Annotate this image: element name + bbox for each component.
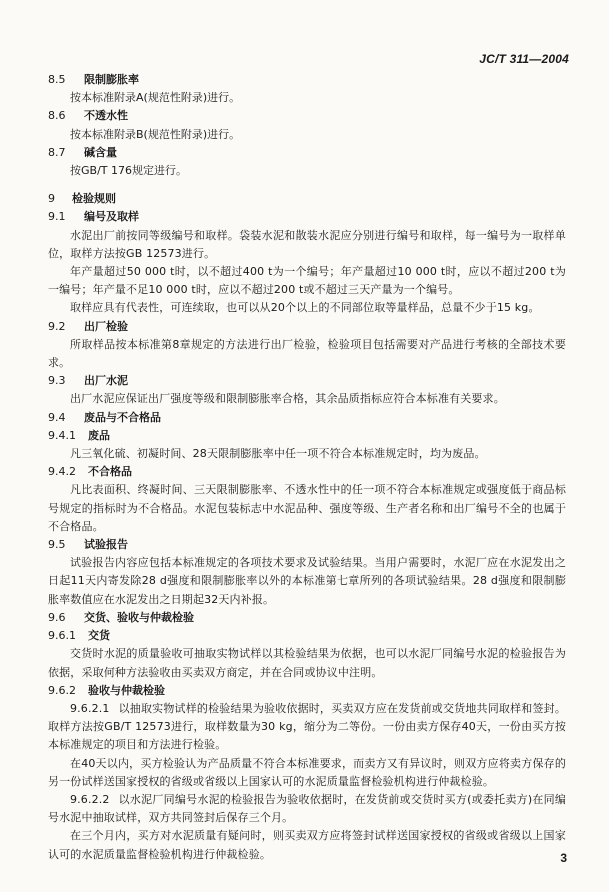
section-heading [48,463,566,481]
section-number: 9.3 [48,374,66,388]
section-number: 9.4.2 [48,465,76,479]
section-title: 编号及取样 [84,210,139,224]
section-title: 废品 [88,428,110,442]
paragraph: 水泥出厂前按同等级编号和取样。袋装水泥和散装水泥应分别进行编号和取样，每一编号为一取样单位，取样方法按GB 12573进行。 [48,228,566,260]
section-number: 9.6.2 [48,683,76,697]
section-heading [48,144,566,162]
paragraph: 交货时水泥的质量验收可抽取实物试样以其检验结果为依据，也可以水泥厂同编号水泥的检验报告为依据，采取何种方法验收由买卖双方商定，并在合同或协议中注明。 [48,647,566,679]
paragraph: 取样应具有代表性，可连续取，也可以从20个以上的不同部位取等量样品，总量不少于15 kg。 [70,301,540,315]
section-text: 按本标准附录B(规范性附录)进行。 [70,127,241,141]
section-title: 交货、验收与仲裁检验 [84,610,194,624]
section-title: 不透水性 [84,109,128,123]
paragraph: 凡三氧化硫、初凝时间、28天限制膨胀率中任一项不符合本标准规定时，均为废品。 [70,447,486,461]
section-number: 9.4 [48,410,66,424]
clause-number: 9.6.2.1 [70,701,110,715]
clause-text: 以抽取实物试样的检验结果为验收依据时，买卖双方应在发货前或交货地共同取样和签封。取样方法按GB/T 12573进行，取样数量为30 kg，缩分为二等份。一份由卖方保存40天，一份由买方按本标准规定的项目和方法进行检验。 [48,701,566,752]
section-title: 试验报告 [84,538,128,552]
section-number: 9.4.1 [48,428,76,442]
section-heading [48,682,566,700]
section-heading [48,427,566,445]
section-heading [48,627,566,645]
section-number: 8.7 [48,145,66,159]
section-heading [48,536,566,554]
document-body [48,71,566,864]
paragraph: 出厂水泥应保证出厂强度等级和限制膨胀率合格，其余品质指标应符合本标准有关要求。 [70,392,505,406]
section-number: 9 [48,192,55,206]
section-number: 9.6 [48,610,66,624]
page-number: 3 [560,851,567,865]
section-title: 检验规则 [72,192,116,206]
numbered-clause [48,791,566,827]
paragraph: 在三个月内，买方对水泥质量有疑问时，则买卖双方应将签封试样送国家授权的省级或省级以上国家认可的水泥质量监督检验机构进行仲裁检验。 [48,829,566,861]
section-heading [48,372,566,390]
section-heading [48,71,566,89]
paragraph: 所取样品按本标准第8章规定的方法进行出厂检验，检验项目包括需要对产品进行考核的全部技术要求。 [48,337,566,370]
section-title: 验收与仲裁检验 [88,683,165,697]
section-title: 废品与不合格品 [84,410,161,424]
clause-number: 9.6.2.2 [70,792,110,806]
section-heading [48,190,566,208]
section-heading [48,318,566,336]
section-heading [48,208,566,226]
standard-number: JC/T 311—2004 [479,52,569,66]
section-number: 9.5 [48,538,66,552]
section-number: 8.6 [48,109,66,123]
section-number: 9.2 [48,319,66,333]
section-title: 碱含量 [84,145,117,159]
section-heading [48,409,566,427]
section-title: 不合格品 [88,465,132,479]
paragraph: 在40天以内，买方检验认为产品质量不符合本标准要求，而卖方又有异议时，则双方应将卖方保存的另一份试样送国家授权的省级或省级以上国家认可的水泥质量监督检验机构进行仲裁检验。 [48,756,566,788]
section-title: 限制膨胀率 [84,73,139,86]
numbered-clause [48,700,566,755]
section-number: 9.1 [48,210,66,224]
section-title: 出厂检验 [84,319,128,333]
clause-text: 以水泥厂同编号水泥的检验报告为验收依据时，在发货前或交货时买方(或委托卖方)在同编号水泥中抽取试样，双方共同签封后保存三个月。 [48,792,566,825]
section-number: 9.6.1 [48,629,76,643]
section-heading [48,107,566,125]
section-text: 按本标准附录A(规范性附录)进行。 [70,91,241,105]
section-heading [48,609,566,627]
paragraph: 年产量超过50 000 t时，以不超过400 t为一个编号；年产量超过10 000 t时，应以不超过200 t为一编号；年产量不足10 000 t时，应以不超过200 t或不超过三天产量为一个编号。 [48,265,566,297]
section-title: 交货 [88,629,110,643]
paragraph: 试验报告内容应包括本标准规定的各项技术要求及试验结果。当用户需要时，水泥厂应在水泥发出之日起11天内寄发除28 d强度和限制膨胀率以外的本标准第七章所列的各项试验结果。28 d强度和限制膨胀率数值应在水泥发出之日期起32天内补报。 [48,556,566,606]
paragraph: 凡比表面积、终凝时间、三天限制膨胀率、不透水性中的任一项不符合本标准规定或强度低于商品标号规定的指标时为不合格品。水泥包装标志中水泥品种、强度等级、生产者名称和出厂编号不全的也属于不合格品。 [48,483,566,533]
section-title: 出厂水泥 [84,374,128,388]
section-text: 按GB/T 176规定进行。 [70,164,187,178]
section-number: 8.5 [48,73,66,86]
